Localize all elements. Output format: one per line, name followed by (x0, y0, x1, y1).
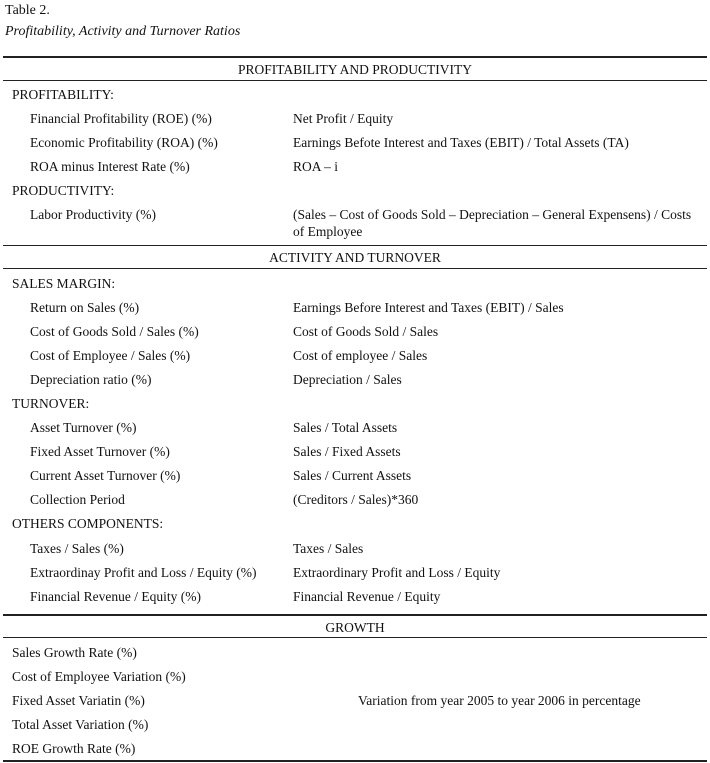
row-item-label: Collection Period (30, 492, 125, 507)
row-item-label: Taxes / Sales (%) (30, 541, 124, 556)
row-item-label: Asset Turnover (%) (30, 420, 137, 435)
row-definition: Depreciation / Sales (293, 372, 402, 387)
group-label-turnover: TURNOVER: (12, 396, 90, 411)
group-label-profitability: PROFITABILITY: (12, 87, 114, 102)
section-header-profitability-productivity: PROFITABILITY AND PRODUCTIVITY (238, 62, 472, 77)
row-item-label: Fixed Asset Turnover (%) (30, 444, 170, 459)
row-item-label: Economic Profitability (ROA) (%) (30, 135, 218, 150)
row-definition: Cost of employee / Sales (293, 348, 428, 363)
row-definition: Sales / Total Assets (293, 420, 398, 435)
row-item-label: Cost of Goods Sold / Sales (%) (30, 324, 199, 339)
growth-item-label: Cost of Employee Variation (%) (12, 669, 186, 684)
section-rule (3, 614, 707, 616)
bottom-rule (3, 760, 707, 762)
row-definition: Extraordinary Profit and Loss / Equity (293, 565, 501, 580)
row-definition: (Sales – Cost of Goods Sold – Depreciation – General Expensens) / Costs of Employee (293, 207, 692, 239)
row-item-label: Cost of Employee / Sales (%) (30, 348, 191, 363)
row-item-label: Depreciation ratio (%) (30, 372, 152, 387)
growth-item-label: Sales Growth Rate (%) (12, 645, 137, 660)
row-definition: Earnings Befote Interest and Taxes (EBIT) / Total Assets (TA) (293, 135, 629, 150)
group-label-sales-margin: SALES MARGIN: (12, 276, 116, 291)
row-definition: Earnings Before Interest and Taxes (EBIT) / Sales (293, 300, 564, 315)
row-definition: Financial Revenue / Equity (293, 589, 441, 604)
group-label-productivity: PRODUCTIVITY: (12, 183, 115, 198)
section-rule (3, 80, 707, 81)
growth-item-label: Total Asset Variation (%) (12, 717, 149, 732)
growth-definition: Variation from year 2005 to year 2006 in percentage (358, 693, 641, 708)
section-rule (3, 637, 707, 638)
row-definition: Cost of Goods Sold / Sales (293, 324, 439, 339)
section-rule (3, 245, 707, 246)
section-header-growth: GROWTH (325, 620, 385, 635)
row-definition: ROA – i (293, 159, 339, 174)
row-item-label: Financial Revenue / Equity (%) (30, 589, 201, 604)
row-definition: (Creditors / Sales)*360 (293, 492, 419, 507)
table-title: Profitability, Activity and Turnover Ratios (5, 24, 241, 39)
section-rule (3, 268, 707, 269)
row-item-label: Financial Profitability (ROE) (%) (30, 111, 212, 126)
group-label-others-components: OTHERS COMPONENTS: (12, 516, 164, 531)
row-definition: Sales / Current Assets (293, 468, 412, 483)
growth-item-label: ROE Growth Rate (%) (12, 741, 136, 756)
row-definition: Sales / Fixed Assets (293, 444, 401, 459)
row-definition: Net Profit / Equity (293, 111, 394, 126)
row-definition: Taxes / Sales (293, 541, 364, 556)
row-item-label: Extraordinay Profit and Loss / Equity (%) (30, 565, 257, 580)
row-item-label: ROA minus Interest Rate (%) (30, 159, 190, 174)
row-item-label: Labor Productivity (%) (30, 207, 156, 222)
top-rule (3, 56, 707, 58)
row-item-label: Return on Sales (%) (30, 300, 140, 315)
growth-item-label: Fixed Asset Variatin (%) (12, 693, 145, 708)
section-header-activity-turnover: ACTIVITY AND TURNOVER (269, 250, 441, 265)
table-number: Table 2. (5, 3, 50, 18)
row-item-label: Current Asset Turnover (%) (30, 468, 181, 483)
